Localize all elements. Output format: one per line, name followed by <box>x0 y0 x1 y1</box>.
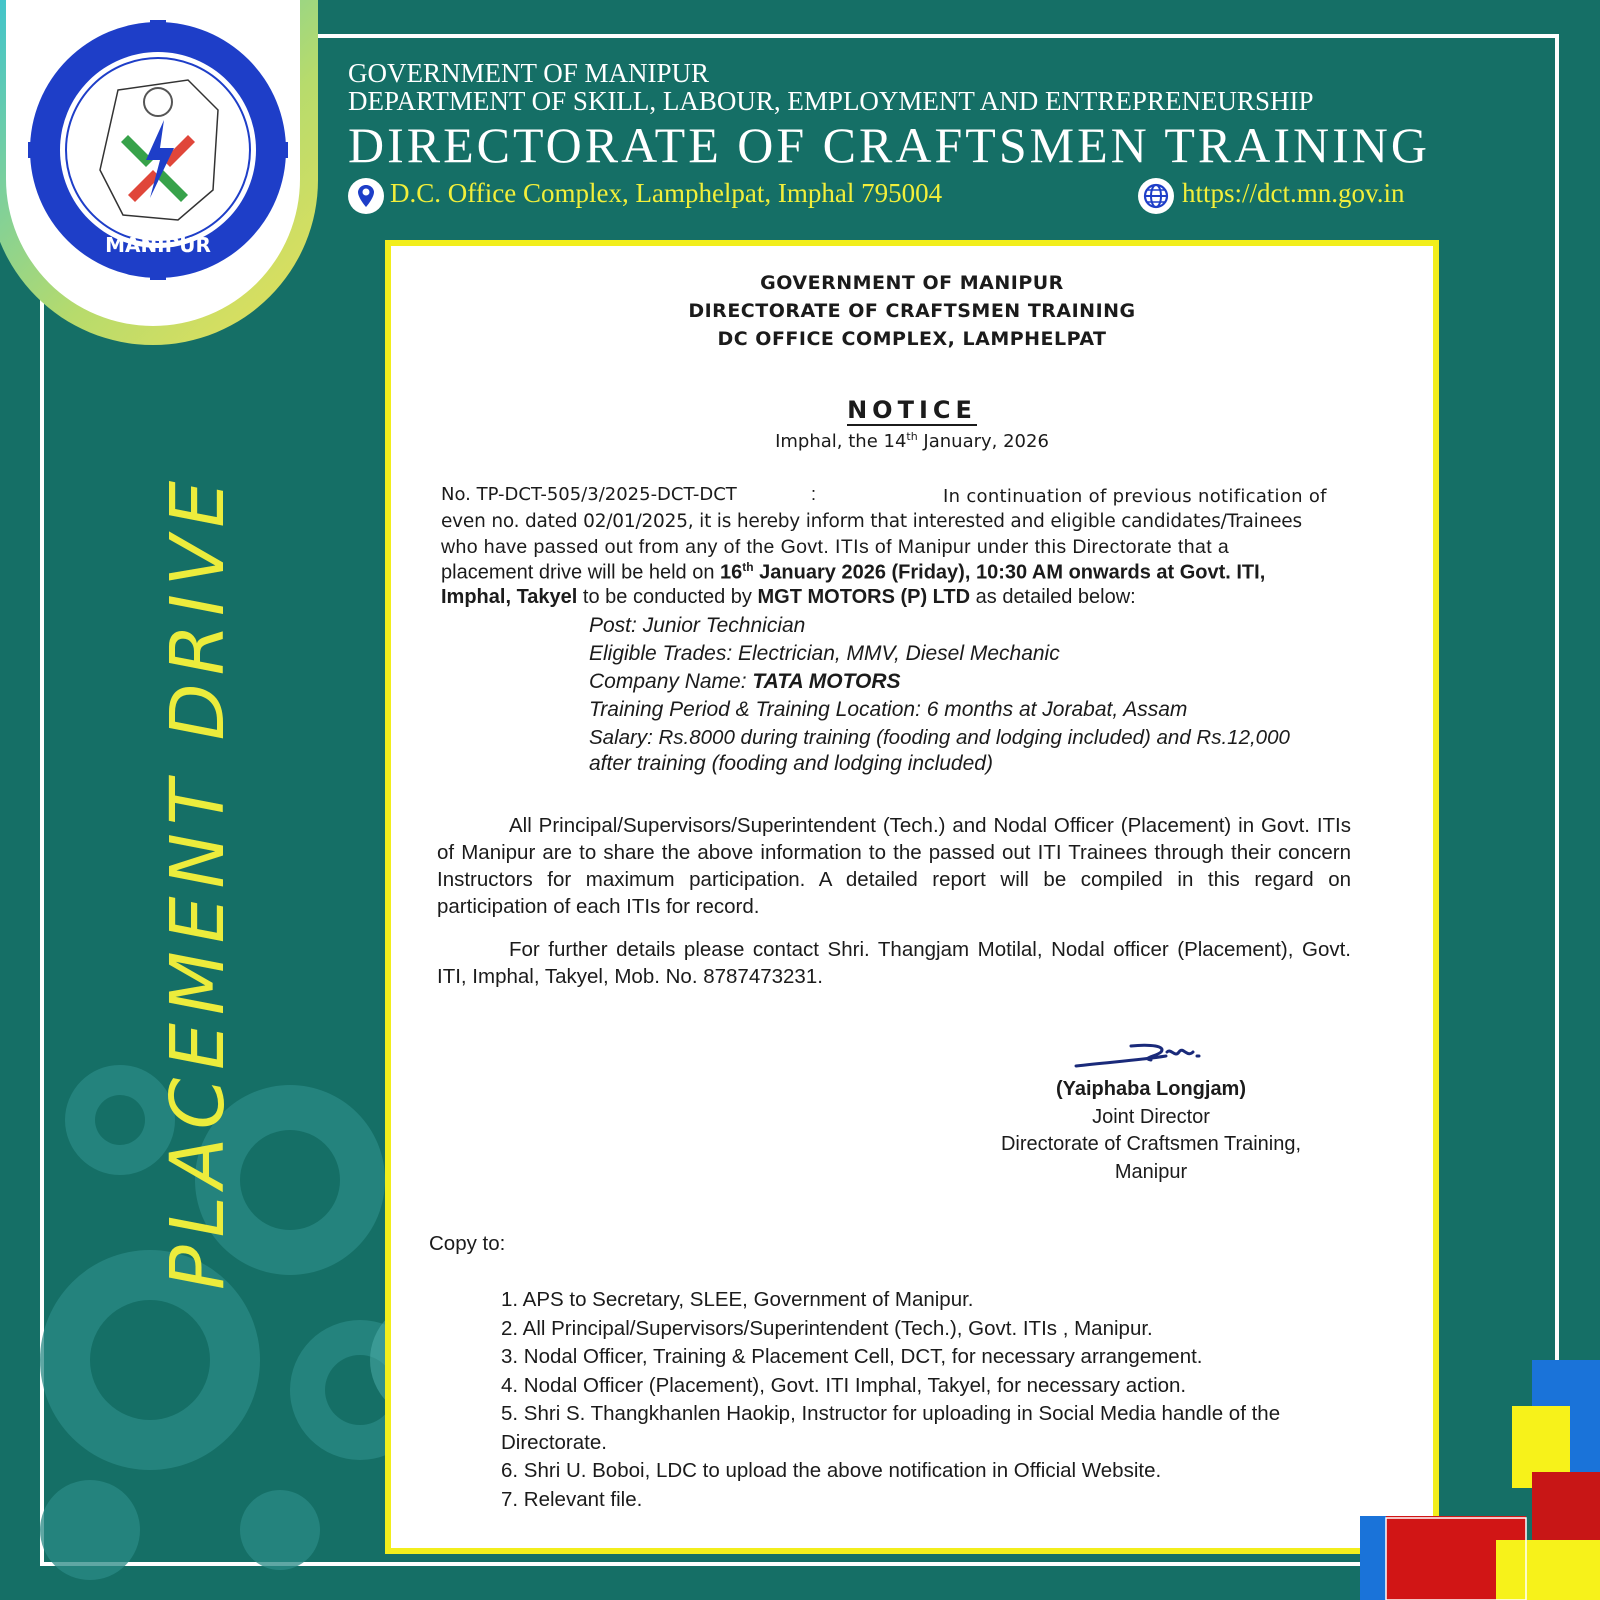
paragraph1-line4: placement drive will be held on 16th January 2026 (Friday), 10:30 AM onwards at Govt. ITI, <box>441 560 1266 584</box>
paragraph-2: All Principal/Supervisors/Superintendent (Tech.) and Nodal Officer (Placement) in Govt. ITIs of Manipur are to share the above information to the passed out ITI Trainees through their concern Instructors for maximum participation. A detailed report will be compiled in this regard on participation of each ITIs for record. <box>437 814 1351 918</box>
post-detail: Post: Junior Technician <box>589 614 806 637</box>
paragraph-3: For further details please contact Shri. Thangjam Motilal, Nodal officer (Placement), Govt. ITI, Imphal, Takyel, Mob. No. 8787473231. <box>437 938 1351 988</box>
location-pin-icon <box>348 178 384 214</box>
list-item: 5. Shri S. Thangkhanlen Haokip, Instructor for uploading in Social Media handle of the Directorate. <box>501 1402 1281 1454</box>
training-detail: Training Period & Training Location: 6 months at Jorabat, Assam <box>589 698 1188 721</box>
list-item: 6. Shri U. Boboi, LDC to upload the above notification in Official Website. <box>501 1459 1162 1482</box>
signature-icon <box>1071 1038 1211 1074</box>
svg-text:MANIPUR: MANIPUR <box>105 233 211 257</box>
address-text: D.C. Office Complex, Lamphelpat, Imphal 795004 <box>390 178 943 208</box>
reference-number: No. TP-DCT-505/3/2025-DCT-DCT <box>441 484 737 505</box>
list-item: 1. APS to Secretary, SLEE, Government of Manipur. <box>501 1288 974 1311</box>
signatory-title: Joint Director <box>1092 1105 1210 1128</box>
notice-title: NOTICE <box>847 396 977 424</box>
paragraph1-line5: Imphal, Takyel to be conducted by MGT MOTORS (P) LTD as detailed below: <box>441 586 1136 608</box>
reference-colon: : <box>811 484 817 504</box>
list-item: 2. All Principal/Supervisors/Superintendent (Tech.), Govt. ITIs , Manipur. <box>501 1316 1153 1340</box>
notice-document <box>385 240 1439 1554</box>
signatory-state: Manipur <box>1114 1160 1188 1183</box>
notice-heading-government: GOVERNMENT OF MANIPUR <box>760 272 1064 294</box>
salary-detail-line1: Salary: Rs.8000 during training (fooding and lodging included) and Rs.12,000 <box>589 726 1290 749</box>
notice-date: Imphal, the 14th January, 2026 <box>775 430 1049 452</box>
salary-detail-line2: after training (fooding and lodging included) <box>589 752 993 775</box>
signatory-block <box>991 1076 1311 1186</box>
logo-badge <box>0 0 318 345</box>
copy-to-list <box>501 1286 1361 1514</box>
header-directorate: DIRECTORATE OF CRAFTSMEN TRAINING <box>348 117 1430 173</box>
signatory-name: (Yaiphaba Longjam) <box>1055 1078 1247 1100</box>
signatory-office: Directorate of Craftsmen Training, <box>1000 1133 1302 1155</box>
company-detail: Company Name: TATA MOTORS <box>589 670 901 693</box>
dct-logo-icon <box>28 20 288 280</box>
paragraph1-line3: who have passed out from any of the Govt. ITIs of Manipur under this Directorate that a <box>441 536 1230 558</box>
copy-to-label: Copy to: <box>429 1232 506 1255</box>
header-government: GOVERNMENT OF MANIPUR <box>348 58 710 88</box>
website-link[interactable]: https://dct.mn.gov.in <box>1182 178 1405 208</box>
notice-heading-address: DC OFFICE COMPLEX, LAMPHELPAT <box>717 328 1107 350</box>
trades-detail: Eligible Trades: Electrician, MMV, Diesel Mechanic <box>589 642 1060 665</box>
list-item: 3. Nodal Officer, Training & Placement Cell, DCT, for necessary arrangement. <box>501 1345 1203 1368</box>
list-item: 7. Relevant file. <box>501 1487 643 1511</box>
corner-blocks-decoration <box>1356 1356 1600 1600</box>
placement-drive-title: PLACEMENT DRIVE <box>155 472 241 1290</box>
globe-icon <box>1138 178 1174 214</box>
paragraph1-line2: even no. dated 02/01/2025, it is hereby inform that interested and eligible candidates/Trainees <box>441 511 1302 532</box>
header-department: DEPARTMENT OF SKILL, LABOUR, EMPLOYMENT AND ENTREPRENEURSHIP <box>348 86 1314 116</box>
list-item: 4. Nodal Officer (Placement), Govt. ITI Imphal, Takyel, for necessary action. <box>501 1373 1187 1397</box>
paragraph1-line1: In continuation of previous notification of <box>943 486 1327 507</box>
notice-heading-directorate: DIRECTORATE OF CRAFTSMEN TRAINING <box>688 300 1136 322</box>
